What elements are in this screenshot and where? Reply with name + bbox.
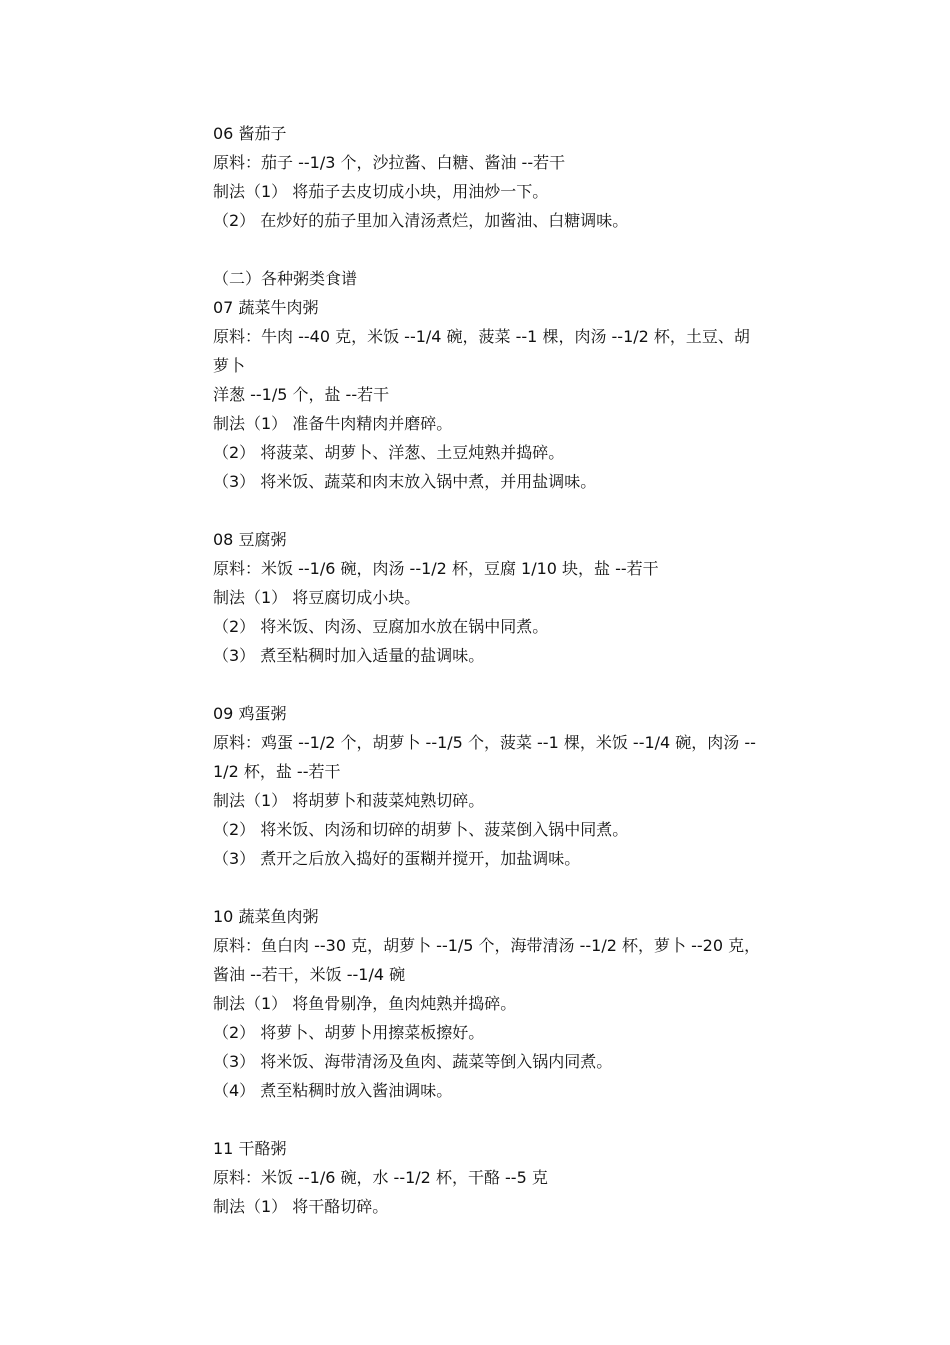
blank-line xyxy=(213,235,813,264)
recipe-06-step-2: （2） 在炒好的茄子里加入清汤煮烂，加酱油、白糖调味。 xyxy=(213,211,629,230)
recipe-10-ingredients-line-2: 酱油 --若干，米饭 --1/4 碗 xyxy=(213,965,406,984)
recipe-08-step-2: （2） 将米饭、肉汤、豆腐加水放在锅中同煮。 xyxy=(213,617,549,636)
recipe-09-step-3: （3） 煮开之后放入捣好的蛋糊并搅开，加盐调味。 xyxy=(213,849,581,868)
recipe-09-title: 09 鸡蛋粥 xyxy=(213,704,287,723)
recipe-09-ingredients-line-1: 原料：鸡蛋 --1/2 个，胡萝卜 --1/5 个，菠菜 --1 棵，米饭 --1/4 碗，肉汤 -- xyxy=(213,733,756,752)
recipe-10-title: 10 蔬菜鱼肉粥 xyxy=(213,907,319,926)
recipe-10-step-2: （2） 将萝卜、胡萝卜用擦菜板擦好。 xyxy=(213,1023,485,1042)
recipe-08-step-3: （3） 煮至粘稠时加入适量的盐调味。 xyxy=(213,646,485,665)
recipe-07-ingredients-line-2: 萝卜 xyxy=(213,356,246,375)
recipe-10-step-1: 制法（1） 将鱼骨剔净，鱼肉炖熟并捣碎。 xyxy=(213,994,517,1013)
recipe-10-step-3: （3） 将米饭、海带清汤及鱼肉、蔬菜等倒入锅内同煮。 xyxy=(213,1052,613,1071)
recipe-08-step-1: 制法（1） 将豆腐切成小块。 xyxy=(213,588,421,607)
recipe-06-step-1: 制法（1） 将茄子去皮切成小块，用油炒一下。 xyxy=(213,182,549,201)
recipe-06-ingredients: 原料：茄子 --1/3 个，沙拉酱、白糖、酱油 --若干 xyxy=(213,153,566,172)
recipe-08-ingredients: 原料：米饭 --1/6 碗，肉汤 --1/2 杯，豆腐 1/10 块，盐 --若干 xyxy=(213,559,659,578)
document-page xyxy=(213,119,813,1221)
recipe-11-title: 11 干酪粥 xyxy=(213,1139,287,1158)
recipe-08-title: 08 豆腐粥 xyxy=(213,530,287,549)
recipe-07-title: 07 蔬菜牛肉粥 xyxy=(213,298,319,317)
blank-line xyxy=(213,670,813,699)
recipe-09-step-2: （2） 将米饭、肉汤和切碎的胡萝卜、菠菜倒入锅中同煮。 xyxy=(213,820,629,839)
blank-line xyxy=(213,873,813,902)
recipe-10-step-4: （4） 煮至粘稠时放入酱油调味。 xyxy=(213,1081,453,1100)
recipe-07-step-1: 制法（1） 准备牛肉精肉并磨碎。 xyxy=(213,414,453,433)
recipe-07-ingredients-line-3: 洋葱 --1/5 个，盐 --若干 xyxy=(213,385,390,404)
recipe-06-title: 06 酱茄子 xyxy=(213,124,287,143)
recipe-11-ingredients: 原料：米饭 --1/6 碗，水 --1/2 杯，干酪 --5 克 xyxy=(213,1168,548,1187)
section-heading: （二）各种粥类食谱 xyxy=(213,269,358,288)
recipe-07-step-3: （3） 将米饭、蔬菜和肉末放入锅中煮，并用盐调味。 xyxy=(213,472,597,491)
recipe-07-ingredients-line-1: 原料：牛肉 --40 克，米饭 --1/4 碗，菠菜 --1 棵，肉汤 --1/2 杯，土豆、胡 xyxy=(213,327,750,346)
blank-line xyxy=(213,496,813,525)
recipe-11-step-1: 制法（1） 将干酪切碎。 xyxy=(213,1197,389,1216)
recipe-09-ingredients-line-2: 1/2 杯，盐 --若干 xyxy=(213,762,341,781)
blank-line xyxy=(213,1105,813,1134)
recipe-07-step-2: （2） 将菠菜、胡萝卜、洋葱、土豆炖熟并捣碎。 xyxy=(213,443,565,462)
recipe-09-step-1: 制法（1） 将胡萝卜和菠菜炖熟切碎。 xyxy=(213,791,485,810)
recipe-10-ingredients-line-1: 原料：鱼白肉 --30 克，胡萝卜 --1/5 个，海带清汤 --1/2 杯，萝卜 --20 克， xyxy=(213,936,761,955)
